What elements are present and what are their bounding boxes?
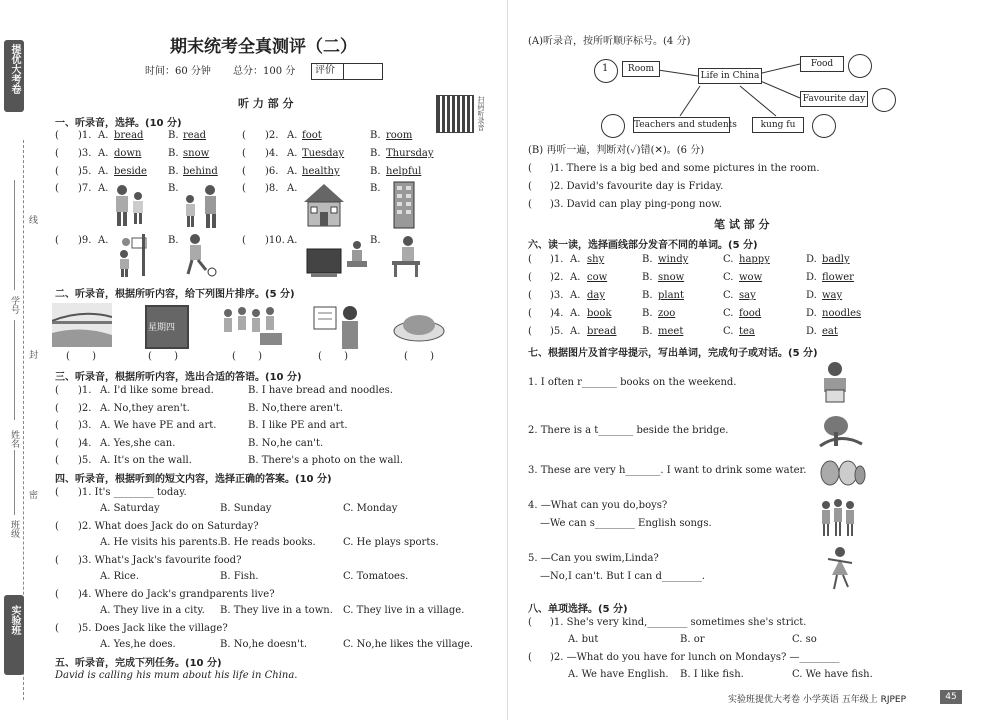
answer-blank[interactable]: ( xyxy=(242,166,246,177)
option-word: healthy xyxy=(302,166,340,177)
option-word: beside xyxy=(114,166,147,177)
option-b: B. I like PE and art. xyxy=(248,420,348,431)
answer-blank[interactable]: ( xyxy=(55,385,59,396)
answer-blank[interactable]: ( xyxy=(528,181,532,192)
option-word: way xyxy=(822,290,843,301)
class-line xyxy=(14,450,15,515)
option-b: B. No,he can't. xyxy=(248,437,324,449)
order-circle-kungfu[interactable] xyxy=(812,114,836,138)
answer-blank[interactable]: ( xyxy=(55,623,59,634)
option-word: day xyxy=(587,290,606,301)
answer-blank[interactable]: ( xyxy=(528,272,532,283)
brand-top: 提优大考卷 xyxy=(9,44,20,94)
option-b: B. No,there aren't. xyxy=(248,402,343,414)
option-letter: A. xyxy=(98,166,109,177)
judge-statement: )3. David can play ping-pong now. xyxy=(550,199,722,210)
option-c: C. No,he likes the village. xyxy=(343,639,474,650)
option-letter: A. xyxy=(287,235,298,246)
bridge-river-picture xyxy=(52,303,112,347)
option-a: A. but xyxy=(568,634,599,645)
option-letter: C. xyxy=(723,326,734,337)
tree-bridge-picture xyxy=(818,412,864,452)
answer-blank[interactable]: ( xyxy=(55,130,59,141)
order-circle-fav[interactable] xyxy=(872,88,896,112)
option-letter: D. xyxy=(806,326,817,337)
question-text: )5. Does Jack like the village? xyxy=(78,623,228,634)
question-number: )2. xyxy=(265,130,279,141)
question-number: )10. xyxy=(265,235,285,246)
option-word: badly xyxy=(822,254,850,265)
option-c: C. They live in a village. xyxy=(343,605,465,616)
option-letter: B. xyxy=(168,183,179,194)
question-text: )1. It's ________ today. xyxy=(78,487,187,498)
fill-sentence: 5. —Can you swim,Linda? xyxy=(528,553,659,564)
question-number: )4. xyxy=(78,437,92,449)
option-a: A. It's on the wall. xyxy=(100,455,192,466)
food-picture xyxy=(392,305,446,343)
written-heading: 笔 试 部 分 xyxy=(714,218,770,231)
answer-blank[interactable]: ( xyxy=(55,183,59,194)
brand-bottom: 实验班 xyxy=(9,605,20,635)
option-word: happy xyxy=(739,254,770,265)
option-letter: D. xyxy=(806,308,817,319)
node-teachers: Teachers and students xyxy=(633,117,730,133)
question-number: )5. xyxy=(550,326,564,337)
option-a: A. I'd like some bread. xyxy=(100,385,214,396)
node-kungfu: kung fu xyxy=(752,117,804,133)
answer-blank[interactable]: ( xyxy=(55,402,59,414)
teacher-picture xyxy=(312,303,364,351)
fill-sentence-line2: —We can s________ English songs. xyxy=(540,518,712,529)
option-b: B. I have bread and noodles. xyxy=(248,385,393,396)
option-letter: C. xyxy=(723,254,734,265)
family-picture xyxy=(180,183,224,229)
node-favourite-day: Favourite day xyxy=(800,91,868,107)
question-text: )3. What's Jack's favourite food? xyxy=(78,555,242,566)
fold-line xyxy=(507,0,508,720)
option-c: C. We have fish. xyxy=(792,669,873,680)
order-circle-first: 1 xyxy=(602,63,609,74)
option-c: C. He plays sports. xyxy=(343,537,439,548)
option-letter: B. xyxy=(168,166,179,177)
option-a: A. They live in a city. xyxy=(100,605,205,616)
option-letter: A. xyxy=(570,308,581,319)
option-b: B. He reads books. xyxy=(220,537,316,548)
class-label: 班级 xyxy=(9,520,19,538)
section-6-title: 六、读一读，选择画线部分发音不同的单词。(5 分) xyxy=(528,240,758,251)
question-number: )9. xyxy=(78,235,92,246)
footer-text: 实验班提优大考卷 小学英语 五年级上 RJPEP xyxy=(728,695,907,705)
option-letter: D. xyxy=(806,254,817,265)
question-number: )2. xyxy=(78,402,92,414)
option-word: Tuesday xyxy=(302,148,345,159)
option-a: A. Yes,he does. xyxy=(100,639,176,650)
order-circle-food[interactable] xyxy=(848,54,872,78)
option-word: zoo xyxy=(658,308,676,319)
page-title: 期末统考全真测评（二） xyxy=(170,37,357,57)
option-word: cow xyxy=(587,272,608,283)
part-b-title: (B) 再听一遍，判断对(✓)错(✕)。(6 分) xyxy=(528,145,705,156)
option-a: A. No,they aren't. xyxy=(100,402,190,414)
option-word: tea xyxy=(739,326,755,337)
students-picture xyxy=(220,303,284,347)
node-center: Life in China xyxy=(698,68,762,84)
option-letter: A. xyxy=(287,183,298,194)
fill-sentence-line2: —No,I can't. But I can d________. xyxy=(540,571,706,582)
node-food: Food xyxy=(800,56,844,72)
section-5-sentence: David is calling his mum about his life in China. xyxy=(55,670,298,681)
option-word: snow xyxy=(658,272,685,283)
option-letter: A. xyxy=(570,326,581,337)
option-word: Thursday xyxy=(386,148,434,159)
listening-heading: 听 力 部 分 xyxy=(238,97,294,110)
section-8-title: 八、单项选择。(5 分) xyxy=(528,604,628,615)
boy-reading-picture xyxy=(818,360,852,406)
option-word: bread xyxy=(114,130,144,141)
question-number: )1. xyxy=(78,385,92,396)
seal-char: 线 xyxy=(27,215,37,224)
option-a: A. We have PE and art. xyxy=(100,420,217,431)
option-letter: A. xyxy=(287,148,298,159)
option-letter: C. xyxy=(723,290,734,301)
question-number: )1. xyxy=(78,130,92,141)
option-letter: B. xyxy=(168,148,179,159)
option-word: bread xyxy=(587,326,617,337)
qr-code[interactable] xyxy=(436,95,474,133)
option-letter: C. xyxy=(723,308,734,319)
option-letter: C. xyxy=(723,272,734,283)
answer-blank[interactable]: ( xyxy=(528,163,532,174)
student-number-line xyxy=(14,180,15,290)
peppers-picture xyxy=(818,455,866,489)
option-letter: B. xyxy=(370,235,381,246)
calendar-text: 星期四 xyxy=(148,323,176,333)
answer-blank[interactable]: ( xyxy=(528,290,532,301)
node-room: Room xyxy=(622,61,660,77)
option-letter: B. xyxy=(370,148,381,159)
option-letter: B. xyxy=(642,290,653,301)
option-word: room xyxy=(386,130,413,141)
option-word: meet xyxy=(658,326,684,337)
option-letter: B. xyxy=(168,130,179,141)
basketball-picture xyxy=(110,232,156,278)
girls-picture xyxy=(110,180,150,230)
section-1-title: 一、听录音，选择。(10 分) xyxy=(55,118,182,129)
section-3-title: 三、听录音，根据所听内容，选出合适的答语。(10 分) xyxy=(55,372,302,383)
building-picture xyxy=(388,180,420,230)
section-7-title: 七、根据图片及首字母提示，写出单词，完成句子或对话。(5 分) xyxy=(528,348,818,359)
section-4-title: 四、听录音，根据听到的短文内容，选择正确的答案。(10 分) xyxy=(55,474,332,485)
answer-blank[interactable]: ( xyxy=(55,235,59,246)
fill-sentence: 3. These are very h_______. I want to drink some water. xyxy=(528,465,807,476)
option-word: read xyxy=(183,130,207,141)
reading-picture xyxy=(388,233,424,279)
question-text: )4. Where do Jack's grandparents live? xyxy=(78,589,275,600)
option-letter: A. xyxy=(98,183,109,194)
time-limit: 时间：60 分钟 xyxy=(145,66,211,77)
option-letter: B. xyxy=(168,235,179,246)
question-text: )2. What does Jack do on Saturday? xyxy=(78,521,259,532)
option-a: A. We have English. xyxy=(568,669,669,680)
option-letter: A. xyxy=(570,290,581,301)
option-b: B. There's a photo on the wall. xyxy=(248,455,404,466)
option-word: behind xyxy=(183,166,218,177)
question-number: )4. xyxy=(265,148,279,159)
option-b: B. Sunday xyxy=(220,503,272,514)
option-letter: B. xyxy=(642,254,653,265)
question-number: )4. xyxy=(550,308,564,319)
answer-blank[interactable]: ( xyxy=(528,199,532,210)
option-b: B. Fish. xyxy=(220,571,259,582)
seal-char: 封 xyxy=(27,350,37,359)
question-number: )2. xyxy=(550,272,564,283)
option-c: C. Monday xyxy=(343,503,398,514)
option-word: down xyxy=(114,148,142,159)
option-word: food xyxy=(739,308,762,319)
student-number-label: 学号 xyxy=(9,296,19,314)
option-b: B. They live in a town. xyxy=(220,605,333,616)
rating-divider xyxy=(343,63,344,80)
name-line xyxy=(14,320,15,420)
option-letter: B. xyxy=(642,326,653,337)
option-c: C. Tomatoes. xyxy=(343,571,409,582)
question-number: )8. xyxy=(265,183,279,194)
football-picture xyxy=(180,232,220,278)
option-word: foot xyxy=(302,130,322,141)
answer-blank[interactable]: ( xyxy=(55,437,59,449)
order-circle-teachers[interactable] xyxy=(601,114,625,138)
answer-blank[interactable]: ( xyxy=(528,308,532,319)
total-score: 总分：100 分 xyxy=(233,66,296,77)
option-letter: B. xyxy=(642,308,653,319)
answer-blank[interactable]: ( xyxy=(55,455,59,466)
option-word: helpful xyxy=(386,166,422,177)
answer-blank[interactable]: ( xyxy=(528,326,532,337)
answer-blank[interactable]: ( xyxy=(55,166,59,177)
option-a: A. Yes,she can. xyxy=(100,437,176,449)
question-number: )6. xyxy=(265,166,279,177)
name-label: 姓名 xyxy=(9,430,19,448)
option-letter: B. xyxy=(370,130,381,141)
rating-label: 评价 xyxy=(315,65,335,76)
judge-statement: )1. There is a big bed and some pictures in the room. xyxy=(550,163,820,174)
qr-note: 扫码听录音 xyxy=(477,96,485,131)
question-text: )1. She's very kind,________ sometimes she's strict. xyxy=(550,617,807,628)
question-text: )2. —What do you have for lunch on Mondays? —________ xyxy=(550,652,840,663)
fill-sentence: 2. There is a t_______ beside the bridge. xyxy=(528,425,729,436)
answer-blank[interactable]: ( xyxy=(55,589,59,600)
option-c: C. so xyxy=(792,634,817,645)
question-number: )5. xyxy=(78,455,92,466)
house-picture xyxy=(300,180,348,230)
fill-sentence: 1. I often r_______ books on the weekend. xyxy=(528,377,737,388)
answer-blank[interactable]: ( xyxy=(242,148,246,159)
answer-blank[interactable]: ( xyxy=(528,254,532,265)
page-number: 45 xyxy=(940,690,962,704)
question-number: )7. xyxy=(78,183,92,194)
answer-blank[interactable]: ( xyxy=(528,652,532,663)
answer-blank[interactable]: ( xyxy=(242,130,246,141)
option-word: snow xyxy=(183,148,210,159)
answer-blank[interactable]: ( xyxy=(55,148,59,159)
option-word: wow xyxy=(739,272,763,283)
option-letter: A. xyxy=(287,130,298,141)
option-letter: A. xyxy=(570,272,581,283)
option-b: B. No,he doesn't. xyxy=(220,639,308,650)
option-word: noodles xyxy=(822,308,862,319)
option-letter: A. xyxy=(98,148,109,159)
option-b: B. or xyxy=(680,634,705,645)
option-word: eat xyxy=(822,326,838,337)
answer-blank[interactable]: ( xyxy=(242,235,246,246)
option-a: A. He visits his parents. xyxy=(100,537,221,548)
option-a: A. Rice. xyxy=(100,571,140,582)
answer-blank[interactable]: ( xyxy=(528,617,532,628)
question-number: )1. xyxy=(550,254,564,265)
tv-picture xyxy=(305,235,371,279)
option-word: flower xyxy=(822,272,854,283)
question-number: )3. xyxy=(78,420,92,431)
option-letter: B. xyxy=(642,272,653,283)
option-a: A. Saturday xyxy=(100,503,160,514)
question-number: )3. xyxy=(550,290,564,301)
question-number: )3. xyxy=(78,148,92,159)
option-word: shy xyxy=(587,254,605,265)
binding-margin xyxy=(0,0,37,720)
option-b: B. I like fish. xyxy=(680,669,744,680)
judge-statement: )2. David's favourite day is Friday. xyxy=(550,181,724,192)
option-letter: B. xyxy=(370,166,381,177)
part-a-title: (A)听录音，按所听顺序标号。(4 分) xyxy=(528,36,691,47)
option-letter: A. xyxy=(98,235,109,246)
seal-char: 密 xyxy=(27,490,37,499)
answer-blank[interactable]: ( xyxy=(55,555,59,566)
answer-blank[interactable]: ( xyxy=(55,487,59,498)
option-word: windy xyxy=(658,254,689,265)
section-2-title: 二、听录音，根据所听内容，给下列图片排序。(5 分) xyxy=(55,289,295,300)
section-5-title: 五、听录音，完成下列任务。(10 分) xyxy=(55,658,222,669)
option-word: book xyxy=(587,308,612,319)
answer-blank[interactable]: ( xyxy=(55,521,59,532)
boys-singing-picture xyxy=(818,495,862,539)
girl-dancing-picture xyxy=(822,545,858,591)
fill-sentence: 4. —What can you do,boys? xyxy=(528,500,668,511)
option-letter: A. xyxy=(570,254,581,265)
question-number: )5. xyxy=(78,166,92,177)
option-letter: D. xyxy=(806,272,817,283)
option-letter: A. xyxy=(98,130,109,141)
option-letter: D. xyxy=(806,290,817,301)
answer-blank[interactable]: ( xyxy=(55,420,59,431)
option-letter: B. xyxy=(370,183,381,194)
option-word: plant xyxy=(658,290,685,301)
option-letter: A. xyxy=(287,166,298,177)
option-word: say xyxy=(739,290,756,301)
answer-blank[interactable]: ( xyxy=(242,183,246,194)
